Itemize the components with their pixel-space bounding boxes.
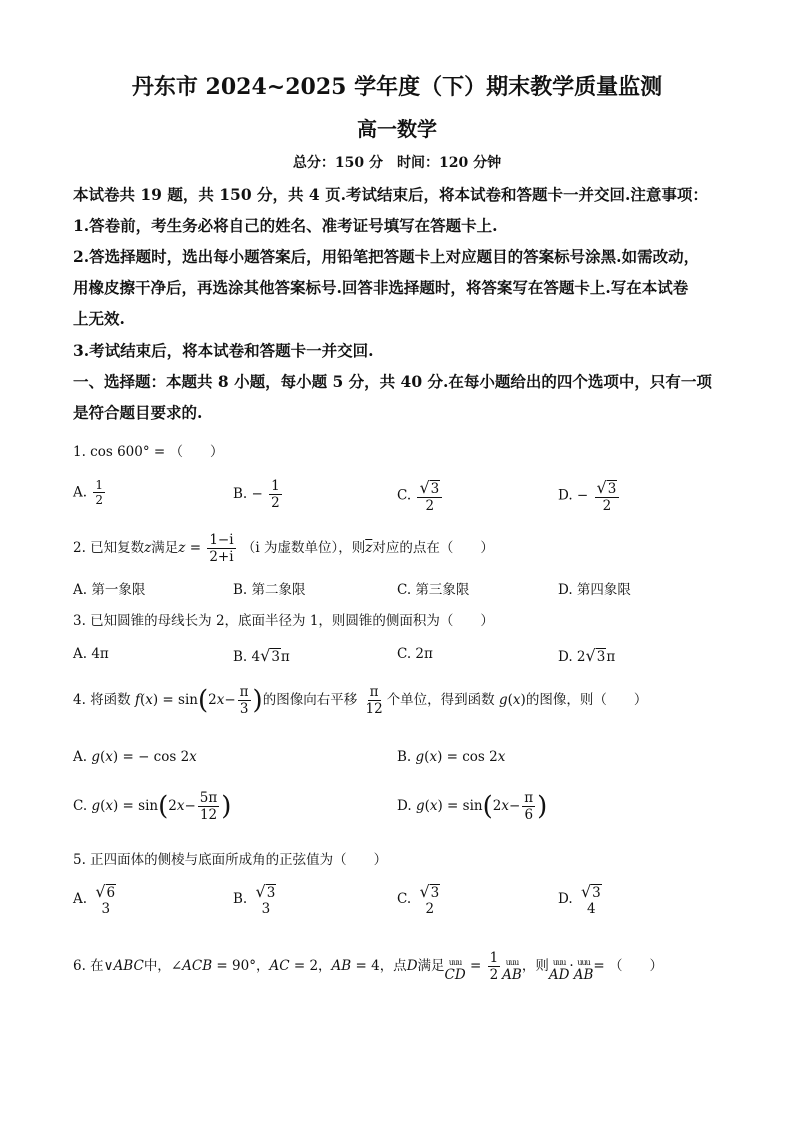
q6-text: 满足 xyxy=(417,958,445,975)
question-3-stem: 3. 已知圆锥的母线长为 2，底面半径为 1，则圆锥的侧面积为（ ） xyxy=(73,613,494,629)
option-label: D. xyxy=(558,487,573,504)
q4-option-d: D. g(x) = sin(2x− $\frac{\pi}{6}$ ) xyxy=(397,790,548,824)
q4-text: 的图像向右平移 xyxy=(262,692,358,709)
section-heading: 一、选择题：本题共 8 小题，每小题 5 分，共 40 分.在每小题给出的四个选项中，只有一项 xyxy=(73,372,712,391)
q6-text: ，则 xyxy=(521,958,549,975)
option-label: A. xyxy=(73,484,88,501)
q5-option-b: B. √3 3 xyxy=(233,882,276,918)
q1-option-d: D. − $\frac{√3}{2}$ xyxy=(558,478,621,514)
exam-title: 丹东市 2024~2025 学年度（下）期末教学质量监测 xyxy=(131,74,663,100)
option-label: A. xyxy=(73,891,88,908)
question-1-stem: 1. cos 600° = （ ） xyxy=(73,444,224,460)
subject-title: 高一数学 xyxy=(357,117,437,141)
q1-option-b: B. − $\frac{1}{2}$ xyxy=(233,478,280,512)
option-label: C. xyxy=(397,487,412,504)
q2-option-c: C. 第三象限 xyxy=(397,582,470,598)
q2-option-a: A. 第一象限 xyxy=(73,582,146,598)
question-4-stem: 4. 将函数 f(x) = sin(2x− $\frac{\pi}{3}$ )的图像向右平移 $\frac{\pi}{12}$ 个单位，得到函数 g(x)的图像，则（ ） xyxy=(73,684,648,718)
option-label: B. xyxy=(233,486,248,503)
option-label: D. xyxy=(397,798,412,815)
option-label: C. xyxy=(397,891,412,908)
option-label: B. xyxy=(233,649,248,665)
q2-text: （i 为虚数单位），则 xyxy=(241,540,366,557)
instruction-line: 上无效. xyxy=(73,309,125,328)
q1-option-c: C. $\frac{√3}{2}$ xyxy=(397,478,444,514)
q4-option-c: C. g(x) = sin(2x− $\frac{5\pi}{12}$ ) xyxy=(73,790,232,824)
exam-meta: 总分：150 分 时间：120 分钟 xyxy=(292,155,502,171)
option-label: D. xyxy=(558,649,573,665)
instruction-line: 2.答选择题时，选出每小题答案后，用铅笔把答题卡上对应题目的答案标号涂黑.如需改动， xyxy=(73,247,700,266)
question-6-stem: 6. 在∨ABC中，∠ACB = 90°，AC = 2，AB = 4，点D满足 uuu CD = $\frac{1}{2}$ uuu AB ，则 uuu AD · uuu AB = （ ） xyxy=(73,950,663,984)
q6-text: ，点 xyxy=(379,958,407,975)
q5-option-c: C. √3 2 xyxy=(397,882,440,918)
q2-text: 满足 xyxy=(151,540,179,557)
option-label: B. xyxy=(233,891,248,908)
q3-option-c: C. 2π xyxy=(397,646,433,662)
instruction-line: 用橡皮擦干净后，再选涂其他答案标号.回答非选择题时，将答案写在答题卡上.写在本试卷 xyxy=(73,278,689,297)
question-2-stem: 2. 已知复数z满足z = $\frac{1-i}{2+i}$ （i 为虚数单位），则$\overline{z}$对应的点在（ ） xyxy=(73,532,494,566)
q4-text: 4. 将函数 xyxy=(73,692,131,709)
option-label: A. xyxy=(73,749,88,765)
q3-option-a: A. 4π xyxy=(73,646,109,662)
q1-option-a: A. $\frac{1}{2}$ xyxy=(73,478,103,508)
q5-option-a: A. √6 3 xyxy=(73,882,116,918)
option-label: B. xyxy=(397,749,412,765)
q5-option-d: D. √3 4 xyxy=(558,882,601,918)
q6-text: 6. 在 xyxy=(73,958,104,975)
q2-option-d: D. 第四象限 xyxy=(558,582,631,598)
q2-text: 对应的点在（ ） xyxy=(372,540,494,557)
q4-option-b: B. g(x) = cos 2x xyxy=(397,749,506,765)
q6-text: 中， xyxy=(143,958,171,975)
q4-text: 个单位，得到函数 xyxy=(386,692,495,709)
q4-option-a: A. g(x) = − cos 2x xyxy=(73,749,197,765)
instruction-line: 本试卷共 19 题，共 150 分，共 4 页.考试结束后，将本试卷和答题卡一并交回.注意事项： xyxy=(73,185,708,204)
instruction-line: 1.答卷前，考生务必将自己的姓名、准考证号填写在答题卡上. xyxy=(73,216,498,235)
q4-text: 的图像，则（ ） xyxy=(525,692,648,709)
question-5-stem: 5. 正四面体的侧棱与底面所成角的正弦值为（ ） xyxy=(73,852,388,868)
instruction-line: 3.考试结束后，将本试卷和答题卡一并交回. xyxy=(73,341,374,360)
q2-text: 2. 已知复数 xyxy=(73,540,145,557)
q3-option-b: B. 4√3π xyxy=(233,646,290,665)
q6-text: = （ ） xyxy=(593,958,663,975)
option-label: D. xyxy=(558,891,573,908)
section-heading: 是符合题目要求的. xyxy=(73,403,203,422)
option-label: C. xyxy=(73,798,88,815)
q3-option-d: D. 2√3π xyxy=(558,646,616,665)
q2-option-b: B. 第二象限 xyxy=(233,582,306,598)
